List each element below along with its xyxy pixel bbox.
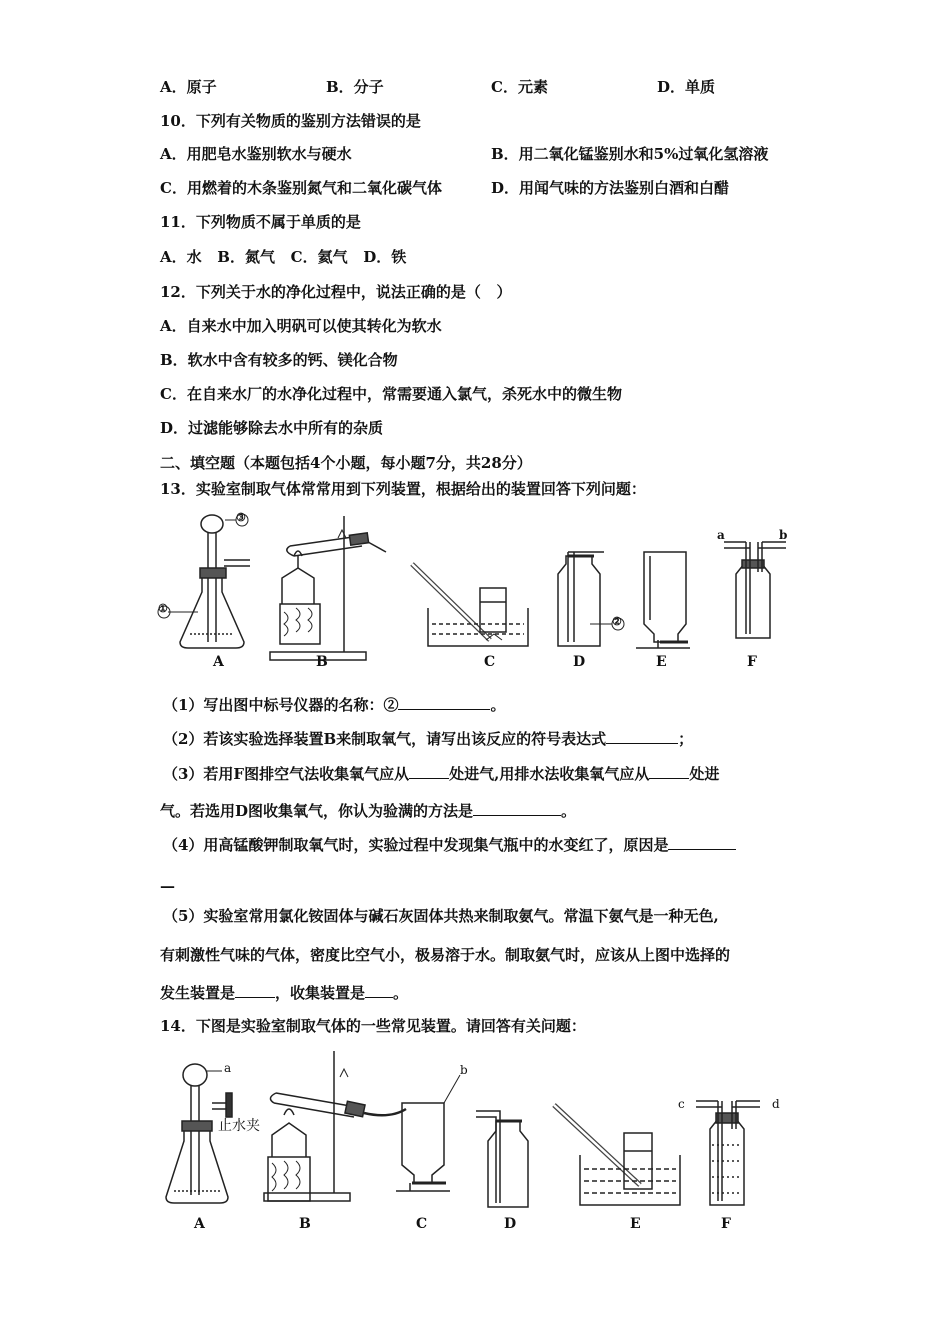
q14-apparatus-b: [264, 1051, 406, 1201]
q13-part3-end: 。: [561, 802, 577, 820]
q13-apparatus-b: [270, 516, 386, 660]
q14-clamp-label: 止水夹: [218, 1118, 260, 1134]
q13-part3-text-d: 气。若选用D图收集氧气，你认为验满的方法是: [160, 802, 474, 820]
q13-part2-end: ；: [678, 730, 694, 748]
q13-part3-text-b: 处进气,用排水法收集氧气应从: [449, 765, 650, 783]
q14-label-f: F: [721, 1216, 731, 1232]
q14-label-c: C: [416, 1216, 428, 1232]
q13-apparatus-c: [412, 564, 528, 646]
q13-mark-3: ③: [236, 511, 246, 524]
q11-options: A．水 B．氮气 C．氦气 D．铁: [160, 248, 407, 266]
q10-stem: 10．下列有关物质的鉴别方法错误的是: [160, 112, 421, 130]
q12-option-b: B．软水中含有较多的钙、镁化合物: [160, 351, 398, 369]
q13-apparatus-f: [724, 542, 786, 638]
q14-apparatus-f: [696, 1101, 760, 1205]
q13-part3-line1: [163, 764, 719, 784]
q9-option-b: B．分子: [326, 78, 384, 96]
q13-part3-line2: [160, 801, 576, 821]
q13-label-a: A: [213, 654, 224, 670]
q10-option-c: C．用燃着的木条鉴别氮气和二氧化碳气体: [160, 179, 442, 197]
q13-part5-text-c: 发生装置是: [160, 984, 236, 1002]
q13-stem: 13．实验室制取气体常常用到下列装置，根据给出的装置回答下列问题：: [160, 480, 646, 498]
q13-part4-blank[interactable]: [668, 835, 736, 850]
q13-mark-b: b: [779, 528, 788, 542]
q13-part4: [163, 835, 736, 855]
q13-part1: [163, 695, 505, 715]
q14-apparatus-c: [396, 1075, 460, 1191]
q13-part5-line3: [160, 983, 408, 1003]
q9-option-d: D．单质: [657, 78, 716, 96]
q13-part2: [163, 729, 693, 749]
q13-part2-blank[interactable]: [606, 729, 678, 744]
q10-option-b: B．用二氧化锰鉴别水和5%过氧化氢溶液: [491, 145, 769, 163]
q14-apparatus-e: [554, 1105, 680, 1205]
q13-part3-text-a: （3）若用F图排空气法收集氧气应从: [163, 765, 410, 783]
q13-part1-blank[interactable]: [398, 695, 490, 710]
q13-mark-1: ①: [158, 602, 168, 615]
q13-part3-blank-1[interactable]: [409, 764, 449, 779]
q13-part5-line1: （5）实验室常用氯化铵固体与碱石灰固体共热来制取氨气。常温下氨气是一种无色,: [163, 907, 719, 925]
q12-option-c: C．在自来水厂的水净化过程中，常需要通入氯气，杀死水中的微生物: [160, 385, 622, 403]
q14-mark-c: c: [678, 1097, 685, 1111]
q13-part3-blank-3[interactable]: [473, 801, 561, 816]
q12-option-d: D．过滤能够除去水中所有的杂质: [160, 419, 384, 437]
q13-label-b: B: [316, 654, 328, 670]
q13-apparatus-d: [558, 552, 624, 646]
q10-option-a: A．用肥皂水鉴别软水与硬水: [160, 145, 352, 163]
q14-mark-a: a: [224, 1061, 232, 1075]
q14-label-d: D: [504, 1216, 517, 1232]
q13-label-d: D: [573, 654, 586, 670]
q14-label-b: B: [299, 1216, 311, 1232]
q13-part1-end: 。: [490, 696, 506, 714]
q9-option-a: A．原子: [160, 78, 217, 96]
q13-apparatus-e: [636, 552, 690, 648]
q14-label-e: E: [630, 1216, 641, 1232]
q13-part3-blank-2[interactable]: [649, 764, 689, 779]
q11-stem: 11．下列物质不属于单质的是: [160, 213, 361, 231]
q13-part2-text: （2）若该实验选择装置B来制取氧气，请写出该反应的符号表达式: [163, 730, 607, 748]
section-heading: 二、填空题（本题包括4个小题，每小题7分，共28分）: [160, 454, 532, 472]
q13-part4-continuation: —: [160, 877, 175, 895]
q13-part3-text-c: 处进: [689, 765, 720, 783]
q13-apparatus-a: [158, 514, 250, 648]
q13-mark-2: ②: [612, 615, 622, 628]
q14-apparatus-d: [476, 1111, 528, 1207]
q13-part5-text-d: ，收集装置是: [275, 984, 366, 1002]
q12-option-a: A．自来水中加入明矾可以使其转化为软水: [160, 317, 442, 335]
q13-label-f: F: [747, 654, 757, 670]
q13-part4-text: （4）用高锰酸钾制取氧气时，实验过程中发现集气瓶中的水变红了，原因是: [163, 836, 669, 854]
q12-stem: 12．下列关于水的净化过程中，说法正确的是（ ）: [160, 283, 512, 301]
q13-apparatus-figure: [150, 512, 810, 672]
q13-label-c: C: [484, 654, 496, 670]
q13-part5-blank-1[interactable]: [235, 983, 275, 998]
q13-part5-line2: 有刺激性气味的气体，密度比空气小，极易溶于水。制取氨气时，应该从上图中选择的: [160, 946, 731, 964]
q14-label-a: A: [194, 1216, 205, 1232]
q13-label-e: E: [656, 654, 667, 670]
q9-option-c: C．元素: [491, 78, 548, 96]
q14-apparatus-figure: [150, 1045, 800, 1245]
q10-option-d: D．用闻气味的方法鉴别白酒和白醋: [491, 179, 730, 197]
q14-stem: 14．下图是实验室制取气体的一些常见装置。请回答有关问题：: [160, 1017, 586, 1035]
q14-mark-b: b: [460, 1063, 468, 1077]
q13-mark-a: a: [717, 528, 725, 542]
q13-part5-end: 。: [393, 984, 409, 1002]
q13-part5-blank-2[interactable]: [365, 983, 393, 998]
q14-mark-d: d: [772, 1097, 780, 1111]
q13-part1-text: （1）写出图中标号仪器的名称：②: [163, 696, 399, 714]
